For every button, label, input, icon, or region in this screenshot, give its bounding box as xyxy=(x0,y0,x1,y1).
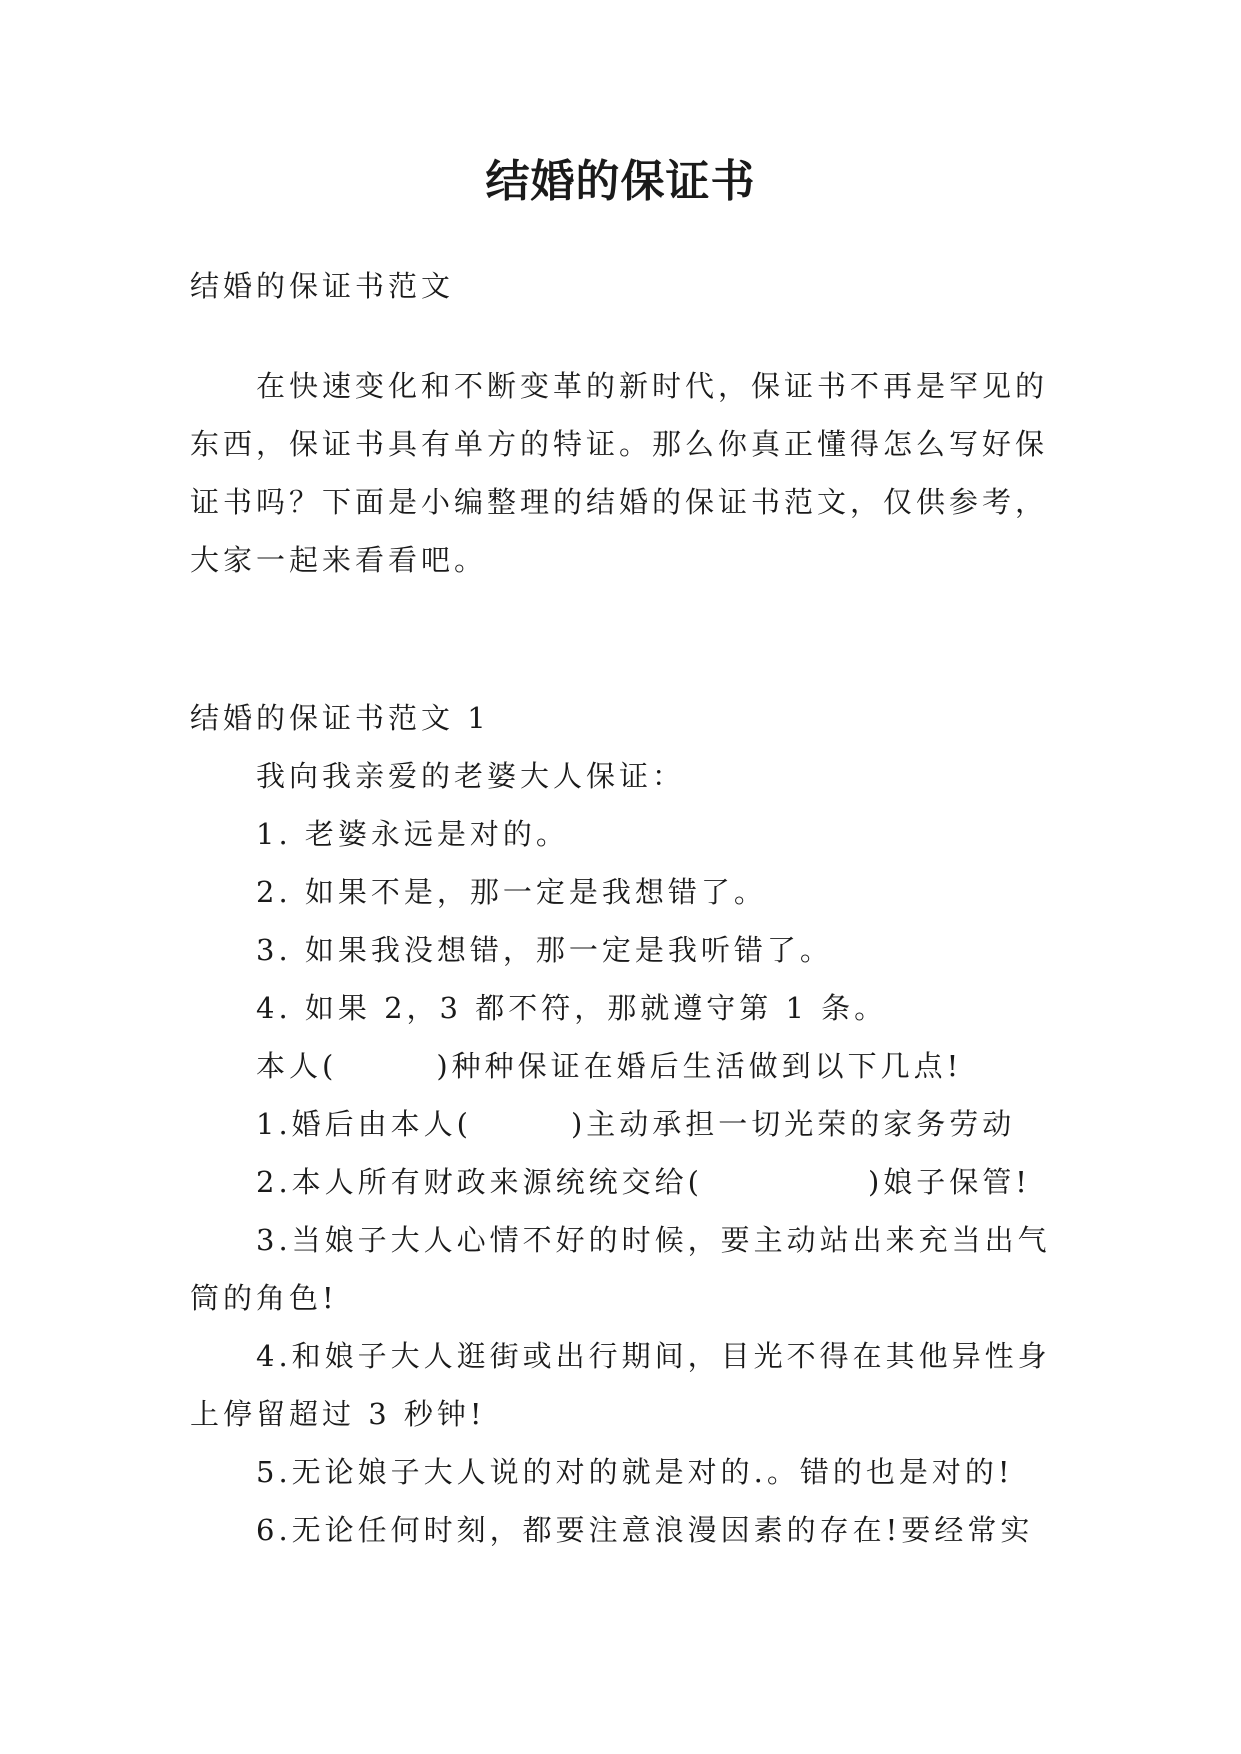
document-title: 结婚的保证书 xyxy=(485,156,756,207)
body-line: 2.本人所有财政来源统统交给( )娘子保管! xyxy=(256,1165,1031,1199)
body-line: 4. 如果 2，3 都不符，那就遵守第 1 条。 xyxy=(256,991,888,1025)
body-line: 5.无论娘子大人说的对的就是对的.。错的也是对的! xyxy=(256,1455,1014,1489)
body-line: 1. 老婆永远是对的。 xyxy=(256,817,569,851)
intro-line: 大家一起来看看吧。 xyxy=(190,543,488,577)
body-line: 6.无论任何时刻，都要注意浪漫因素的存在!要经常实 xyxy=(256,1513,1034,1547)
intro-line: 证书吗？下面是小编整理的结婚的保证书范文，仅供参考， xyxy=(190,485,1049,519)
body-line: 3. 如果我没想错，那一定是我听错了。 xyxy=(256,933,833,967)
body-line: 上停留超过 3 秒钟! xyxy=(190,1397,486,1431)
body-line: 3.当娘子大人心情不好的时候，要主动站出来充当出气 xyxy=(256,1223,1051,1257)
body-line: 1.婚后由本人( )主动承担一切光荣的家务劳动 xyxy=(256,1107,1016,1141)
document-subtitle: 结婚的保证书范文 xyxy=(190,269,455,303)
body-line: 筒的角色! xyxy=(190,1281,338,1315)
body-line: 4.和娘子大人逛街或出行期间，目光不得在其他异性身 xyxy=(256,1339,1051,1373)
body-line: 我向我亲爱的老婆大人保证： xyxy=(256,759,686,793)
intro-line: 东西，保证书具有单方的特证。那么你真正懂得怎么写好保 xyxy=(190,427,1049,461)
body-line: 本人( )种种保证在婚后生活做到以下几点! xyxy=(256,1049,963,1083)
section-heading: 结婚的保证书范文 1 xyxy=(190,701,490,735)
intro-line: 在快速变化和不断变革的新时代，保证书不再是罕见的 xyxy=(256,369,1049,403)
body-line: 2. 如果不是，那一定是我想错了。 xyxy=(256,875,767,909)
